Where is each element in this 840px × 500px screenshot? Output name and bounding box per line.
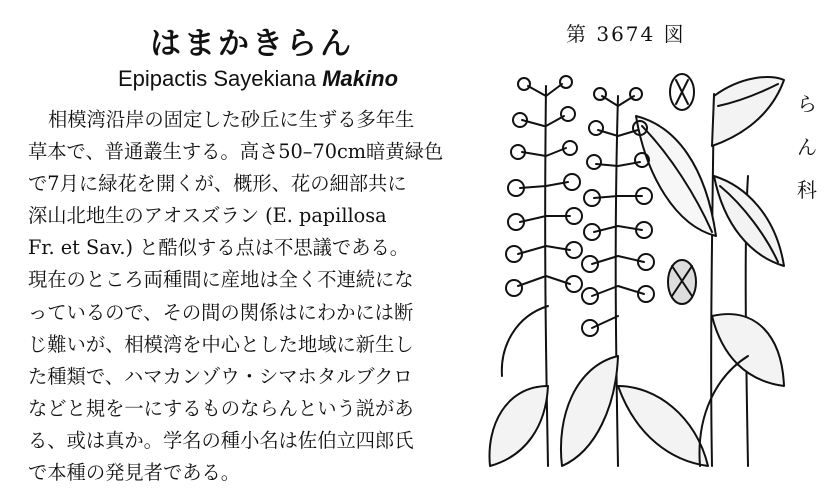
- leaf: [502, 306, 548, 376]
- flower-cluster: [506, 76, 582, 296]
- description-text: [28, 104, 480, 489]
- description-line: Fr. et Sav.) と酷似する点は不思議である。: [28, 236, 410, 260]
- description-line: で7月に緑花を開くが、概形、花の細部共に: [28, 172, 407, 196]
- scientific-name-line: [58, 66, 458, 92]
- species-japanese-name: はまかきらん: [150, 26, 354, 62]
- description-line: 相模湾沿岸の固定した砂丘に生ずる多年生: [48, 108, 415, 131]
- description-line: などと規を一にするものならんという説があ: [28, 396, 414, 420]
- leaf: [618, 386, 708, 466]
- description-line: で本種の発見者である。: [28, 461, 241, 485]
- leaf: [561, 356, 618, 466]
- family-label-char: 科: [797, 178, 817, 202]
- description-line: 深山北地生のアオスズラン (E. papillosa: [28, 204, 387, 228]
- family-label-char: ら: [797, 92, 817, 116]
- family-label: [792, 88, 822, 203]
- leaf: [636, 116, 716, 236]
- leaf: [699, 356, 748, 466]
- scientific-name: Epipactis Sayekiana: [117, 66, 317, 91]
- leaf: [712, 314, 784, 386]
- stem: [616, 96, 618, 466]
- description-line: っているので、その間の関係はにわかには断: [28, 300, 414, 324]
- plant-illustration: [486, 56, 786, 476]
- orchid-drawing: [486, 56, 786, 476]
- description-line: る、或は真か。学名の種小名は佐伯立四郎氏: [28, 428, 414, 452]
- description-line: 草本で、普通叢生する。高さ50–70cm暗黄緑色: [28, 140, 444, 164]
- figure-number: 第 3674 図: [566, 22, 686, 46]
- flower-detail: [676, 80, 688, 104]
- author-name: Makino: [322, 66, 399, 91]
- family-label-char: ん: [797, 135, 817, 159]
- leaf: [489, 386, 548, 466]
- description-line: じ難いが、相模湾を中心とした地域に新生し: [28, 332, 414, 356]
- description-line: た種類で、ハマカンゾウ・シマホタルブクロ: [28, 364, 413, 388]
- stem: [711, 94, 714, 466]
- description-line: 現在のところ両種間に産地は全く不連続にな: [28, 268, 414, 292]
